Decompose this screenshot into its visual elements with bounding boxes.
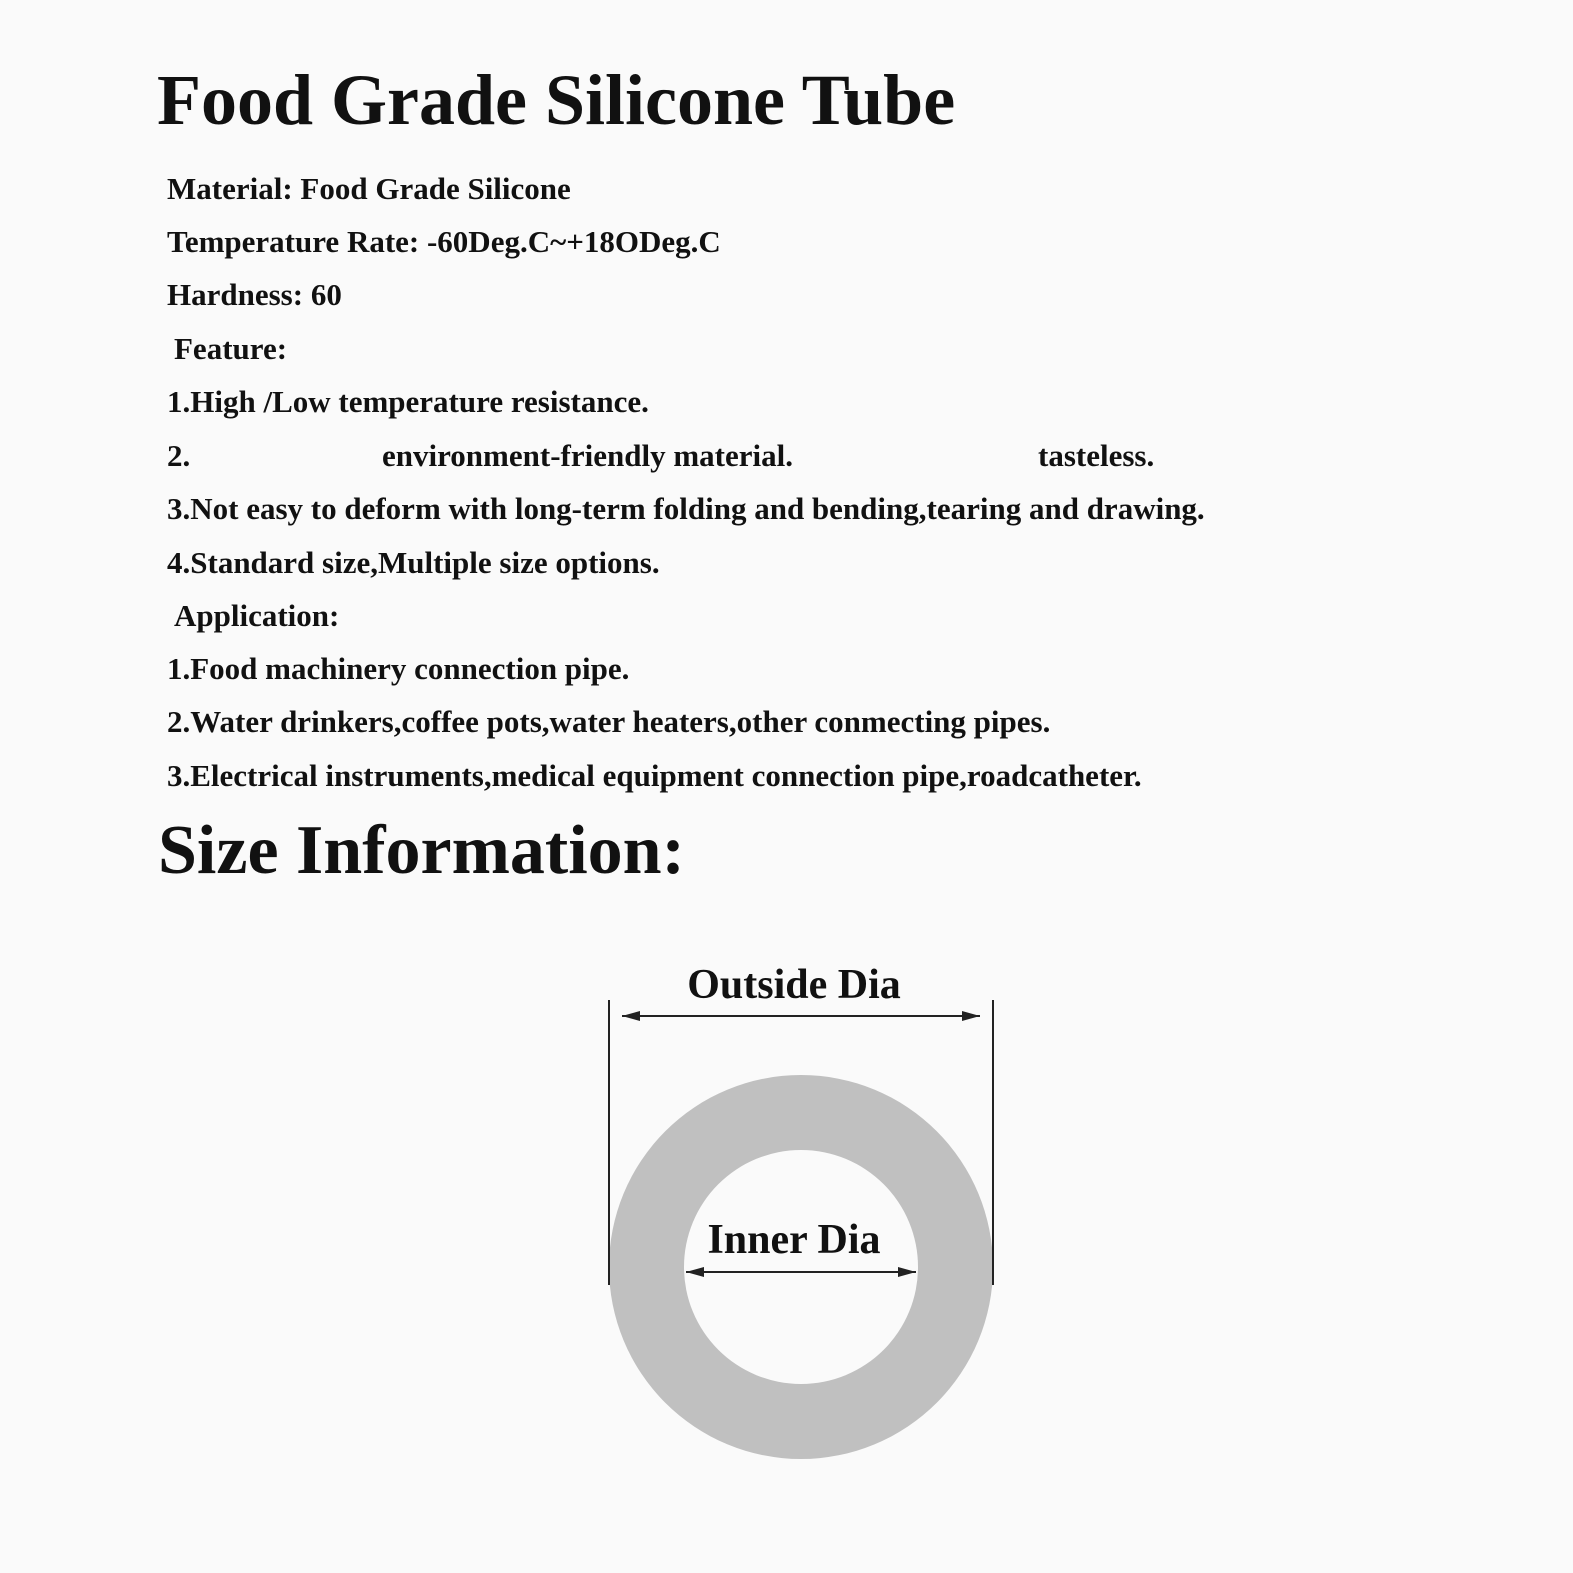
page-title: Food Grade Silicone Tube [157,60,956,140]
feature-item-3: 3.Not easy to deform with long-term folding and bending,tearing and drawing. [167,491,1205,526]
application-item-1: 1.Food machinery connection pipe. [167,651,630,686]
feature-heading: Feature: [174,331,288,366]
spec-hardness: Hardness: 60 [167,277,342,312]
size-information-heading: Size Information: [158,812,685,889]
feature-item-2-number: 2. [167,438,191,473]
feature-item-4: 4.Standard size,Multiple size options. [167,545,660,580]
outside-arrow-left-icon [622,1011,640,1021]
application-heading: Application: [174,598,340,633]
spec-material: Material: Food Grade Silicone [167,171,571,206]
feature-item-1: 1.High /Low temperature resistance. [167,384,649,419]
outside-dia-label: Outside Dia [687,962,901,1008]
inner-dia-label: Inner Dia [707,1217,881,1263]
feature-item-2-part-a: environment-friendly material. [382,438,793,473]
outside-arrow-right-icon [962,1011,980,1021]
feature-item-2-part-b: tasteless. [1038,438,1155,473]
tube-bore [684,1150,918,1384]
application-item-2: 2.Water drinkers,coffee pots,water heaters,other conmecting pipes. [167,704,1051,739]
application-item-3: 3.Electrical instruments,medical equipment connection pipe,roadcatheter. [167,758,1142,793]
spec-temperature: Temperature Rate: -60Deg.C~+18ODeg.C [167,224,721,259]
